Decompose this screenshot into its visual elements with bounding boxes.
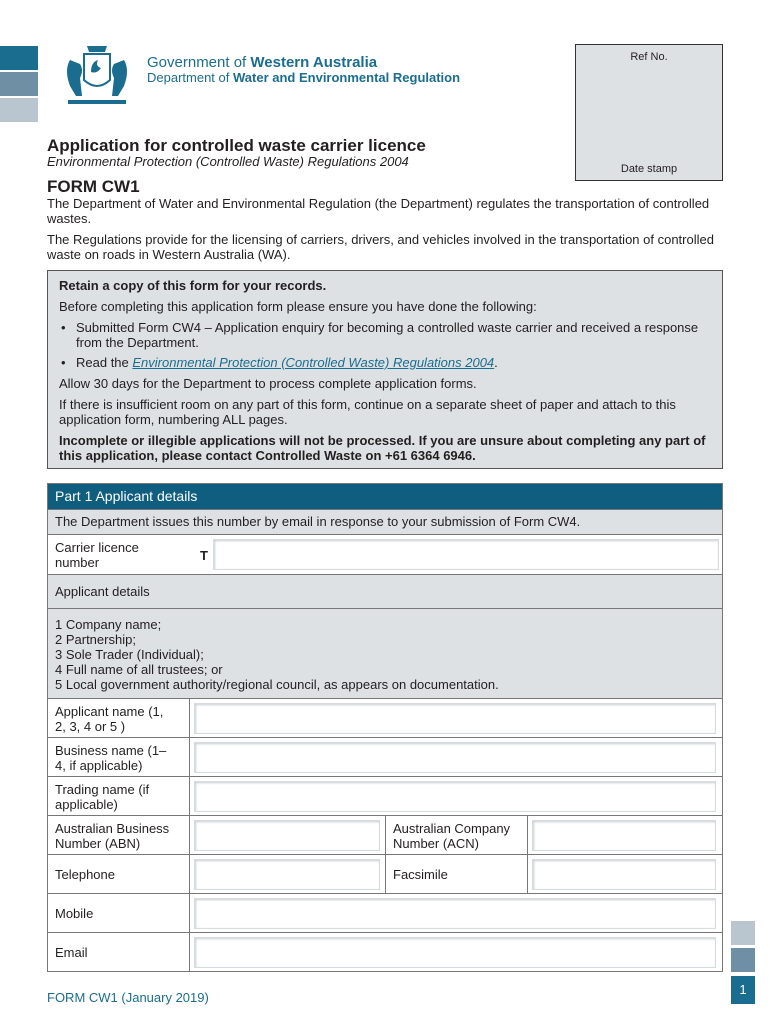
- government-name: Government of Western Australia: [147, 54, 378, 71]
- mobile-label: Mobile: [55, 906, 94, 921]
- applicant-name-input[interactable]: [194, 703, 716, 734]
- side-tab-light: [0, 98, 38, 122]
- abn-acn-row: [48, 815, 722, 854]
- side-tab-mid: [731, 948, 755, 972]
- facsimile-label: Facsimile: [393, 867, 448, 882]
- checklist-item: • Read the Environmental Protection (Controlled Waste) Regulations 2004.: [59, 355, 711, 370]
- intro-paragraph: The Department of Water and Environmental Regulation (the Department) regulates the transportation of controlled wastes.: [47, 196, 710, 226]
- email-label: Email: [55, 945, 88, 960]
- section-heading: Part 1 Applicant details: [48, 484, 722, 509]
- side-tab-mid: [0, 72, 38, 96]
- regulation-subtitle: Environmental Protection (Controlled Waste) Regulations 2004: [47, 154, 409, 169]
- carrier-licence-label: Carrier licence number: [55, 540, 139, 570]
- processing-time-text: Allow 30 days for the Department to process complete application forms.: [59, 376, 477, 391]
- checklist: [59, 320, 711, 370]
- email-input[interactable]: [194, 937, 716, 968]
- email-row: [48, 932, 722, 971]
- regulations-link[interactable]: Environmental Protection (Controlled Waste) Regulations 2004: [132, 355, 495, 370]
- mobile-row: [48, 893, 722, 932]
- wa-coat-of-arms-icon: [60, 40, 134, 110]
- mobile-input[interactable]: [194, 898, 716, 929]
- form-version: FORM CW1 (January 2019): [47, 990, 209, 1005]
- applicant-type: 5 Local government authority/regional council, as appears on documentation.: [55, 677, 499, 692]
- intro-paragraph: The Regulations provide for the licensing of carriers, drivers, and vehicles involved in the transportation of controlled waste on roads in Western Australia (WA).: [47, 232, 714, 262]
- side-tab-light: [731, 921, 755, 945]
- facsimile-input[interactable]: [532, 859, 716, 890]
- retain-copy-text: Retain a copy of this form for your records.: [59, 278, 327, 293]
- date-stamp-label: Date stamp: [620, 163, 678, 175]
- applicant-type: 3 Sole Trader (Individual);: [55, 647, 204, 662]
- trading-name-row: [48, 776, 722, 815]
- business-name-row: [48, 737, 722, 776]
- incomplete-warning-text: Incomplete or illegible applications will not be processed. If you are unsure about completing any part of this application, please contact Controlled Waste on +61 6364 6946.: [59, 433, 706, 463]
- business-name-input[interactable]: [194, 742, 716, 773]
- acn-label: Australian Company Number (ACN): [393, 821, 511, 851]
- trading-name-input[interactable]: [194, 781, 716, 812]
- applicant-type: 4 Full name of all trustees; or: [55, 662, 223, 677]
- applicant-types-list: [48, 608, 722, 698]
- phone-fax-row: [48, 854, 722, 893]
- licence-prefix: T: [200, 548, 208, 563]
- business-name-label: Business name (1–4, if applicable): [55, 743, 167, 773]
- before-completing-text: Before completing this application form please ensure you have done the following:: [59, 299, 537, 314]
- insufficient-room-text: If there is insufficient room on any part of this form, continue on a separate sheet of paper and attach to this application form, numbering ALL pages.: [59, 397, 676, 427]
- licence-row: [48, 534, 722, 574]
- telephone-input[interactable]: [194, 859, 380, 890]
- licence-note: The Department issues this number by email in response to your submission of Form CW4.: [48, 509, 722, 534]
- trading-name-label: Trading name (if applicable): [55, 782, 150, 812]
- office-use-box: [575, 44, 723, 181]
- applicant-name-label: Applicant name (1, 2, 3, 4 or 5 ): [55, 704, 164, 734]
- ref-no-label: Ref No.: [630, 51, 668, 63]
- abn-input[interactable]: [194, 820, 380, 851]
- page-number: 1: [731, 976, 755, 1004]
- applicant-details-subheading: Applicant details: [48, 574, 722, 608]
- applicant-name-row: [48, 698, 722, 737]
- form-id: FORM CW1: [47, 177, 140, 196]
- instructions-box: [47, 270, 723, 469]
- telephone-label: Telephone: [55, 867, 115, 882]
- page-title: Application for controlled waste carrier licence: [47, 136, 426, 155]
- side-tab-dark: [0, 46, 38, 70]
- carrier-licence-input[interactable]: [213, 539, 719, 570]
- checklist-item: • Submitted Form CW4 – Application enquiry for becoming a controlled waste carrier and received a response from the Department.: [59, 320, 711, 350]
- abn-label: Australian Business Number (ABN): [55, 821, 170, 851]
- acn-input[interactable]: [532, 820, 716, 851]
- applicant-type: 1 Company name;: [55, 617, 162, 632]
- department-name: Department of Water and Environmental Regulation: [147, 70, 461, 85]
- part1-applicant-details: [47, 483, 723, 972]
- applicant-type: 2 Partnership;: [55, 632, 136, 647]
